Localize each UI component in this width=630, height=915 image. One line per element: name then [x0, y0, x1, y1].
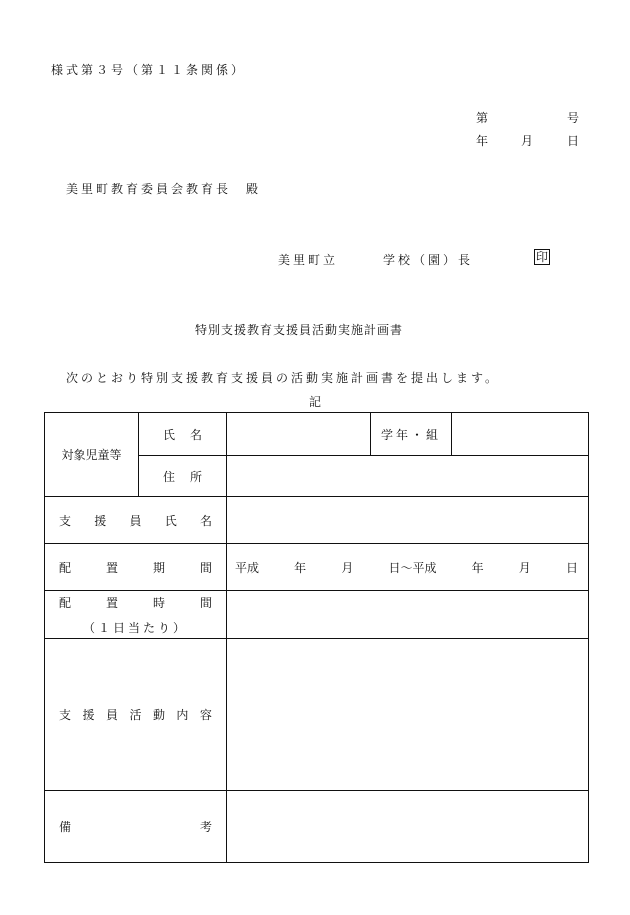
- remarks-char-1: 備: [59, 820, 72, 834]
- per-day-label: （１日当たり）: [82, 620, 188, 635]
- activity-content-field[interactable]: [227, 639, 589, 791]
- name-label-cell: [139, 413, 227, 456]
- activity-char-1: 支: [59, 708, 72, 722]
- placement-period-label: [45, 544, 227, 591]
- date-tsuki: 月: [521, 134, 534, 148]
- activity-char-7: 容: [199, 708, 212, 722]
- period-month-end: 月: [518, 560, 531, 575]
- address-label-cell: [139, 456, 227, 497]
- sender-town: 美里町立: [278, 253, 339, 267]
- placement-period-field[interactable]: [227, 544, 589, 591]
- period-char-4: 間: [199, 560, 212, 575]
- address-label-2: 所: [189, 469, 202, 484]
- supporter-row: [45, 497, 589, 544]
- remarks-label: [45, 791, 227, 863]
- address-label-1: 住: [163, 469, 176, 484]
- supporter-name-field[interactable]: [227, 497, 589, 544]
- ki-label: 記: [309, 395, 322, 409]
- supporter-name-label: [45, 497, 227, 544]
- time-char-4: 間: [199, 595, 212, 610]
- date-hi: 日: [567, 134, 580, 148]
- grade-class-field[interactable]: [452, 413, 589, 456]
- doc-number-dai: 第: [476, 111, 489, 125]
- name-label-2: 名: [189, 427, 202, 442]
- period-year-start: 年: [294, 560, 307, 575]
- address-field[interactable]: [227, 456, 589, 497]
- time-row: [45, 591, 589, 639]
- activity-char-4: 活: [129, 708, 142, 722]
- seal-label: 印: [536, 250, 549, 264]
- period-char-2: 置: [105, 560, 118, 575]
- child-name-field[interactable]: [227, 413, 371, 456]
- period-day-end: 日: [565, 560, 578, 575]
- period-year-end: 年: [471, 560, 484, 575]
- period-row: [45, 544, 589, 591]
- time-char-3: 時: [152, 595, 165, 610]
- time-char-2: 置: [105, 595, 118, 610]
- supporter-char-2: 援: [94, 513, 107, 528]
- activity-char-6: 内: [176, 708, 189, 722]
- plan-table: [44, 412, 589, 863]
- form-number: 様式第３号（第１１条関係）: [51, 63, 247, 77]
- document-title: 特別支援教育支援員活動実施計画書: [195, 323, 404, 337]
- activity-content-label: [45, 639, 227, 791]
- seal-mark: [534, 249, 550, 265]
- addressee: 美里町教育委員会教育長 殿: [66, 182, 262, 196]
- period-month-start: 月: [341, 560, 354, 575]
- date-nen: 年: [476, 134, 489, 148]
- activity-row: [45, 639, 589, 791]
- target-children-label: 対象児童等: [45, 413, 139, 497]
- remarks-row: [45, 791, 589, 863]
- activity-char-3: 員: [105, 708, 118, 722]
- placement-time-field[interactable]: [227, 591, 589, 639]
- time-char-1: 配: [59, 595, 72, 610]
- period-day-to-heisei: 日～平成: [388, 560, 437, 575]
- activity-char-5: 動: [152, 708, 165, 722]
- placement-time-label: [45, 591, 227, 639]
- period-char-1: 配: [59, 560, 72, 575]
- intro-text: 次のとおり特別支援教育支援員の活動実施計画書を提出します。: [66, 371, 501, 385]
- supporter-char-1: 支: [59, 513, 72, 528]
- supporter-char-5: 名: [199, 513, 212, 528]
- name-row: [45, 413, 589, 456]
- sender-school: 学校（園）長: [383, 253, 474, 267]
- grade-class-label: 学年・組: [371, 413, 452, 456]
- period-heisei-start: 平成: [235, 560, 260, 575]
- remarks-field[interactable]: [227, 791, 589, 863]
- doc-number-go: 号: [567, 111, 580, 125]
- activity-char-2: 援: [82, 708, 95, 722]
- period-char-3: 期: [152, 560, 165, 575]
- remarks-char-2: 考: [199, 820, 212, 834]
- supporter-char-3: 員: [129, 513, 142, 528]
- name-label-1: 氏: [163, 427, 176, 442]
- supporter-char-4: 氏: [164, 513, 177, 528]
